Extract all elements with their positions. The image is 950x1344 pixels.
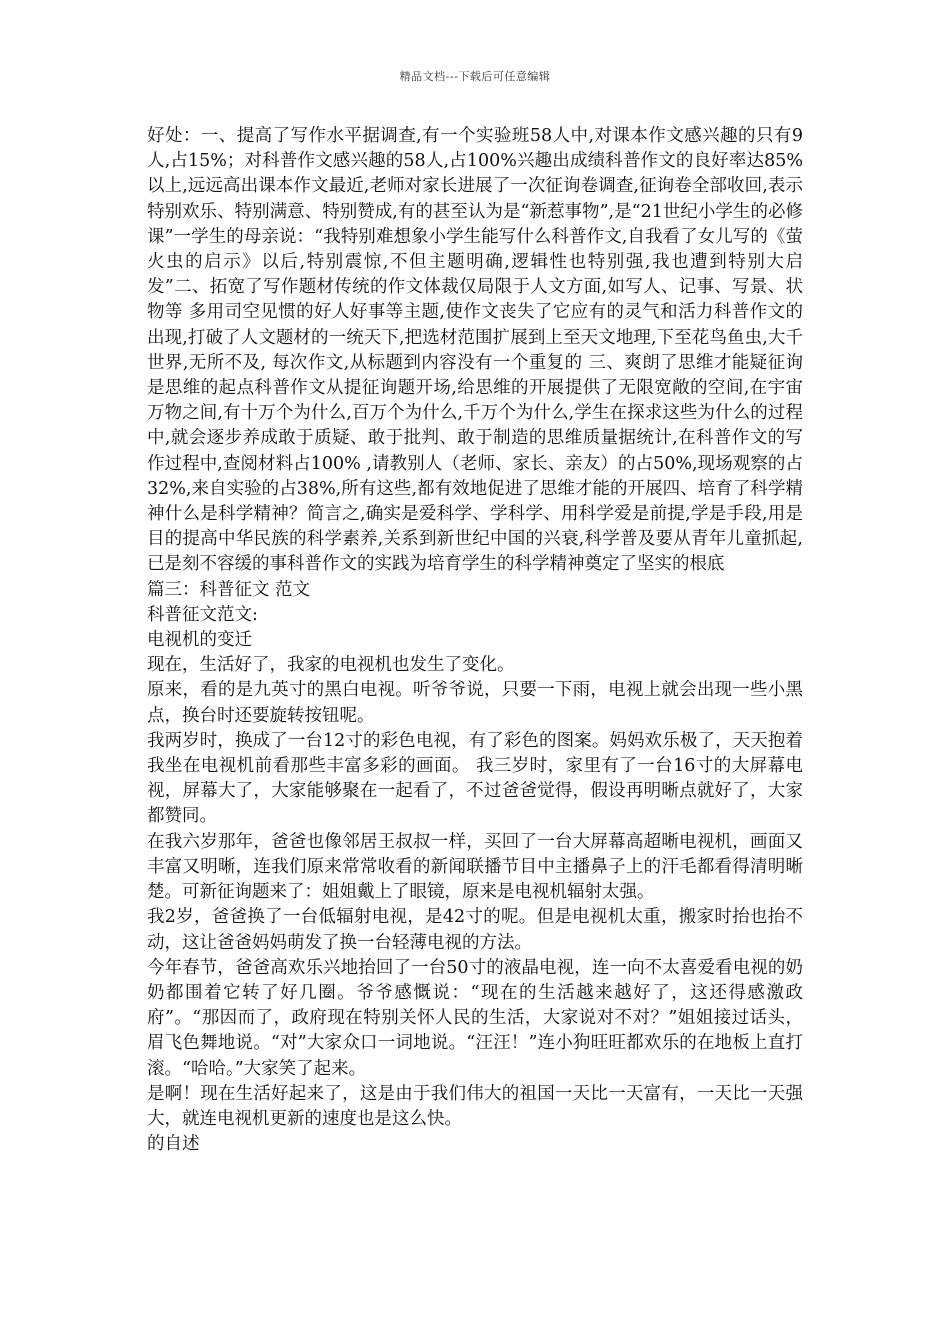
paragraph: 我两岁时，换成了一台12寸的彩色电视，有了彩色的图案。妈妈欢乐极了，天天抱着我坐在电视机前看那些丰富多彩的画面。 我三岁时，家里有了一台16寸的大屏幕电视，屏幕大了，大家能够聚在一起看了，不过爸爸觉得，假设再明晰点就好了，大家都赞同。 — [147, 730, 803, 827]
paragraph: 在我六岁那年，爸爸也像邻居王叔叔一样，买回了一台大屏幕高超晰电视机，画面又丰富又明晰，连我们原来常常收看的新闻联播节目中主播鼻子上的汗毛都看得清明晰楚。可新征询题来了：姐姐戴上了眼镜，原来是电视机辐射太强。 — [147, 831, 803, 903]
section-heading: 篇三：科普征文 范文 — [147, 579, 311, 600]
paragraph: 现在，生活好了，我家的电视机也发生了变化。 — [147, 655, 515, 676]
paragraph: 今年春节，爸爸高欢乐兴地抬回了一台50寸的液晶电视，连一向不太喜爱看电视的奶奶都围着它转了好几圈。爷爷感慨说：“现在的生活越来越好了，这还得感激政府”。“那因而了，政府现在特别关怀人民的生活，大家说对不对？”姐姐接过话头，眉飞色舞地说。“对”大家众口一词地说。“汪汪！”连小狗旺旺都欢乐的在地板上直打滚。“哈哈。”大家笑了起来。 — [147, 957, 803, 1079]
paragraph: 我2岁，爸爸换了一台低辐射电视，是42寸的呢。但是电视机太重，搬家时抬也抬不动，这让爸爸妈妈萌发了换一台轻薄电视的方法。 — [147, 907, 803, 953]
document-body — [147, 124, 803, 1157]
page-header: 精品文档---下载后可任意编辑 — [399, 70, 551, 83]
essay-title: 电视机的变迁 — [147, 630, 252, 651]
paragraph: 原来，看的是九英寸的黑白电视。听爷爷说，只要一下雨，电视上就会出现一些小黑点，换台时还要旋转按钮呢。 — [147, 680, 803, 726]
paragraph: 的自述 — [147, 1134, 200, 1155]
paragraph: 是啊！现在生活好起来了，这是由于我们伟大的祖国一天比一天富有，一天比一天强大，就连电视机更新的速度也是这么快。 — [147, 1083, 803, 1129]
section-subheading: 科普征文范文: — [147, 604, 258, 625]
paragraph-benefits: 好处：一、提高了写作水平据调查,有一个实验班58人中,对课本作文感兴趣的只有9人,占15%；对科普作文感兴趣的58人,占100%兴趣出成绩科普作文的良好率达85%以上,远远高出课本作文最近,老师对家长进展了一次征询卷调查,征询卷全部收回,表示特别欢乐、特别满意、特别赞成,有的甚至认为是“新惹事物”,是“21世纪小学生的必修课”一学生的母亲说：“我特别难想象小学生能写什么科普作文,自我看了女儿写的《萤火虫的启示》以后,特别震惊,不但主题明确,逻辑性也特别强,我也遭到特别大启发”二、拓宽了写作题材传统的作文体裁仅局限于人文方面,如写人、记事、写景、状物等 多用司空见惯的好人好事等主题,使作文丧失了它应有的灵气和活力科普作文的出现,打破了人文题材的一统天下,把选材范围扩展到上至天文地理,下至花鸟鱼虫,大千世界,无所不及, 每次作文,从标题到内容没有一个重复的 三、爽朗了思维才能疑征询是思维的起点科普作文从提征询题开场,给思维的开展提供了无限宽敞的空间,在宇宙万物之间,有十万个为什么,百万个为什么,千万个为什么,学生在探求这些为什么的过程中,就会逐步养成敢于质疑、敢于批判、敢于制造的思维质量据统计,在科普作文的写作过程中,查阅材料占100% ,请教别人（老师、家长、亲友）的占50%,现场观察的占32%,来自实验的占38%,所有这些,都有效地促进了思维才能的开展四、培育了科学精神什么是科学精神？简言之,确实是爱科学、学科学、用科学爱是前提,学是手段,用是目的提高中华民族的科学素养,关系到新世纪中国的兴衰,科学普及要从青年儿童抓起,已是刻不容缓的事科普作文的实践为培育学生的科学精神奠定了坚实的根底 — [147, 126, 803, 575]
